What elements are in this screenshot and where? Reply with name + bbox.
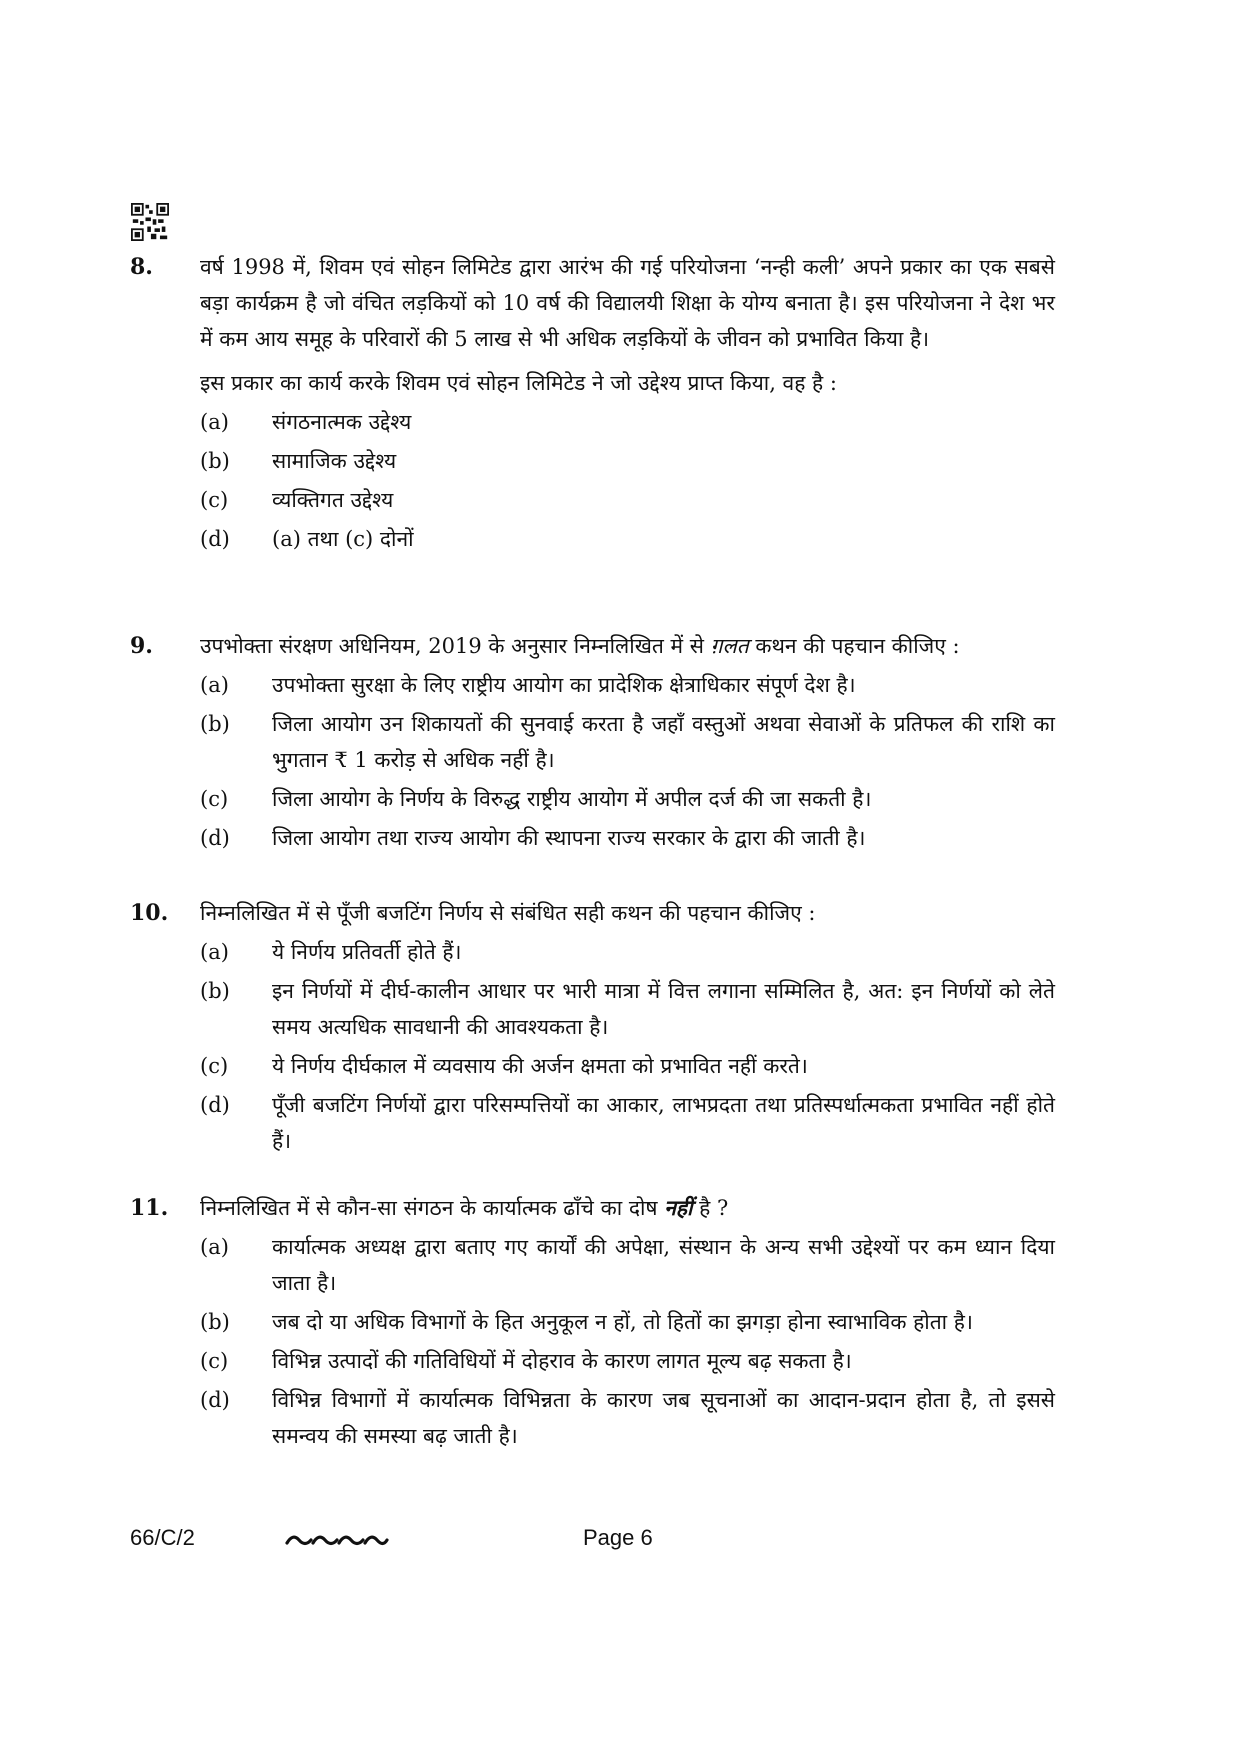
option-label: (b) bbox=[200, 712, 230, 736]
stem-text: है ? bbox=[692, 1196, 729, 1220]
option-label: (b) bbox=[200, 979, 230, 1003]
question-number: 10. bbox=[130, 900, 169, 926]
stem-text: निम्नलिखित में से कौन-सा संगठन के कार्यात्मक ढाँचे का दोष bbox=[200, 1196, 665, 1220]
option-d[interactable] bbox=[200, 521, 1055, 557]
option-text: कार्यात्मक अध्यक्ष द्वारा बताए गए कार्यों की अपेक्षा, संस्थान के अन्य सभी उद्देश्यों पर कम ध्यान दिया जाता है। bbox=[272, 1235, 1055, 1295]
question-number: 9. bbox=[130, 633, 153, 659]
option-label: (a) bbox=[200, 673, 229, 697]
option-text: उपभोक्ता सुरक्षा के लिए राष्ट्रीय आयोग का प्रादेशिक क्षेत्राधिकार संपूर्ण देश है। bbox=[272, 673, 856, 697]
qr-code-icon bbox=[131, 203, 169, 241]
option-label: (c) bbox=[200, 1054, 229, 1078]
option-b[interactable] bbox=[200, 443, 1055, 479]
option-text: पूँजी बजटिंग निर्णयों द्वारा परिसम्पत्तियों का आकार, लाभप्रदता तथा प्रतिस्पर्धात्मकता प्रभावित नहीं होते हैं। bbox=[272, 1093, 1055, 1153]
question-9 bbox=[130, 628, 1055, 856]
option-a[interactable] bbox=[200, 667, 1055, 703]
option-a[interactable] bbox=[200, 1229, 1055, 1301]
option-text: ये निर्णय प्रतिवर्ती होते हैं। bbox=[272, 940, 462, 964]
option-text: विभिन्न विभागों में कार्यात्मक विभिन्नता के कारण जब सूचनाओं का आदान-प्रदान होता है, तो इससे समन्वय की समस्या बढ़ जाती है। bbox=[272, 1388, 1055, 1448]
stem-text: उपभोक्ता संरक्षण अधिनियम, 2019 के अनुसार निम्नलिखित में से bbox=[200, 634, 711, 658]
option-text: जिला आयोग तथा राज्य आयोग की स्थापना राज्य सरकार के द्वारा की जाती है। bbox=[272, 826, 866, 850]
option-d[interactable] bbox=[200, 1382, 1055, 1454]
question-stem: वर्ष 1998 में, शिवम एवं सोहन लिमिटेड द्वारा आरंभ की गई परियोजना ‘नन्ही कली’ अपने प्रकार का एक सबसे बड़ा कार्यक्रम है जो वंचित लड़कियों को 10 वर्ष की विद्यालयी शिक्षा के योग्य बनाता है। इस परियोजना ने देश भर में कम आय समूह के परिवारों की 5 लाख से भी अधिक लड़कियों के जीवन को प्रभावित किया है। bbox=[200, 255, 1055, 351]
option-text: विभिन्न उत्पादों की गतिविधियों में दोहराव के कारण लागत मूल्य बढ़ सकता है। bbox=[272, 1349, 852, 1373]
option-text: व्यक्तिगत उद्देश्य bbox=[272, 488, 394, 512]
option-text: संगठनात्मक उद्देश्य bbox=[272, 410, 412, 434]
stem-emphasis: नहीं bbox=[664, 1195, 693, 1220]
option-c[interactable] bbox=[200, 781, 1055, 817]
stem-emphasis: ग़लत bbox=[710, 634, 749, 658]
option-label: (d) bbox=[200, 1388, 230, 1412]
option-label: (c) bbox=[200, 1349, 229, 1373]
option-text: ये निर्णय दीर्घकाल में व्यवसाय की अर्जन क्षमता को प्रभावित नहीं करते। bbox=[272, 1054, 808, 1078]
option-b[interactable] bbox=[200, 1304, 1055, 1340]
option-text: जिला आयोग के निर्णय के विरुद्ध राष्ट्रीय आयोग में अपील दर्ज की जा सकती है। bbox=[272, 787, 872, 811]
option-text: जिला आयोग उन शिकायतों की सुनवाई करता है जहाँ वस्तुओं अथवा सेवाओं के प्रतिफल की राशि का भुगतान ₹ 1 करोड़ से अधिक नहीं है। bbox=[272, 712, 1055, 772]
option-b[interactable] bbox=[200, 973, 1055, 1045]
option-label: (b) bbox=[200, 1310, 230, 1334]
option-b[interactable] bbox=[200, 706, 1055, 778]
question-stem bbox=[200, 628, 1055, 664]
option-c[interactable] bbox=[200, 482, 1055, 518]
page-number: Page 6 bbox=[583, 1525, 653, 1550]
question-stem bbox=[200, 1190, 1055, 1226]
question-10 bbox=[130, 895, 1055, 1159]
question-stem: निम्नलिखित में से पूँजी बजटिंग निर्णय से संबंधित सही कथन की पहचान कीजिए : bbox=[200, 901, 816, 925]
option-label: (a) bbox=[200, 940, 229, 964]
option-label: (b) bbox=[200, 449, 230, 473]
option-d[interactable] bbox=[200, 820, 1055, 856]
option-a[interactable] bbox=[200, 934, 1055, 970]
stem-text: कथन की पहचान कीजिए : bbox=[748, 634, 960, 658]
option-label: (d) bbox=[200, 826, 230, 850]
option-label: (a) bbox=[200, 410, 229, 434]
option-label: (c) bbox=[200, 488, 229, 512]
option-text: इन निर्णयों में दीर्घ-कालीन आधार पर भारी मात्रा में वित्त लगाना सम्मिलित है, अत: इन निर्णयों को लेते समय अत्यधिक सावधानी की आवश्यकता है। bbox=[272, 979, 1055, 1039]
question-11 bbox=[130, 1190, 1055, 1454]
option-text: सामाजिक उद्देश्य bbox=[272, 449, 397, 473]
option-label: (c) bbox=[200, 787, 229, 811]
wave-decoration-icon bbox=[285, 1531, 389, 1549]
option-label: (a) bbox=[200, 1235, 229, 1259]
option-text: जब दो या अधिक विभागों के हित अनुकूल न हों, तो हितों का झगड़ा होना स्वाभाविक होता है। bbox=[272, 1310, 973, 1334]
page-footer bbox=[130, 1525, 1055, 1559]
option-d[interactable] bbox=[200, 1087, 1055, 1159]
option-c[interactable] bbox=[200, 1343, 1055, 1379]
option-label: (d) bbox=[200, 1093, 230, 1117]
question-number: 8. bbox=[130, 254, 153, 280]
question-prompt: इस प्रकार का कार्य करके शिवम एवं सोहन लिमिटेड ने जो उद्देश्य प्राप्त किया, वह है : bbox=[200, 371, 837, 395]
option-a[interactable] bbox=[200, 404, 1055, 440]
paper-code: 66/C/2 bbox=[130, 1525, 195, 1550]
question-number: 11. bbox=[130, 1195, 169, 1221]
option-label: (d) bbox=[200, 527, 230, 551]
option-c[interactable] bbox=[200, 1048, 1055, 1084]
question-8 bbox=[130, 249, 1055, 557]
option-text: (a) तथा (c) दोनों bbox=[272, 527, 414, 551]
